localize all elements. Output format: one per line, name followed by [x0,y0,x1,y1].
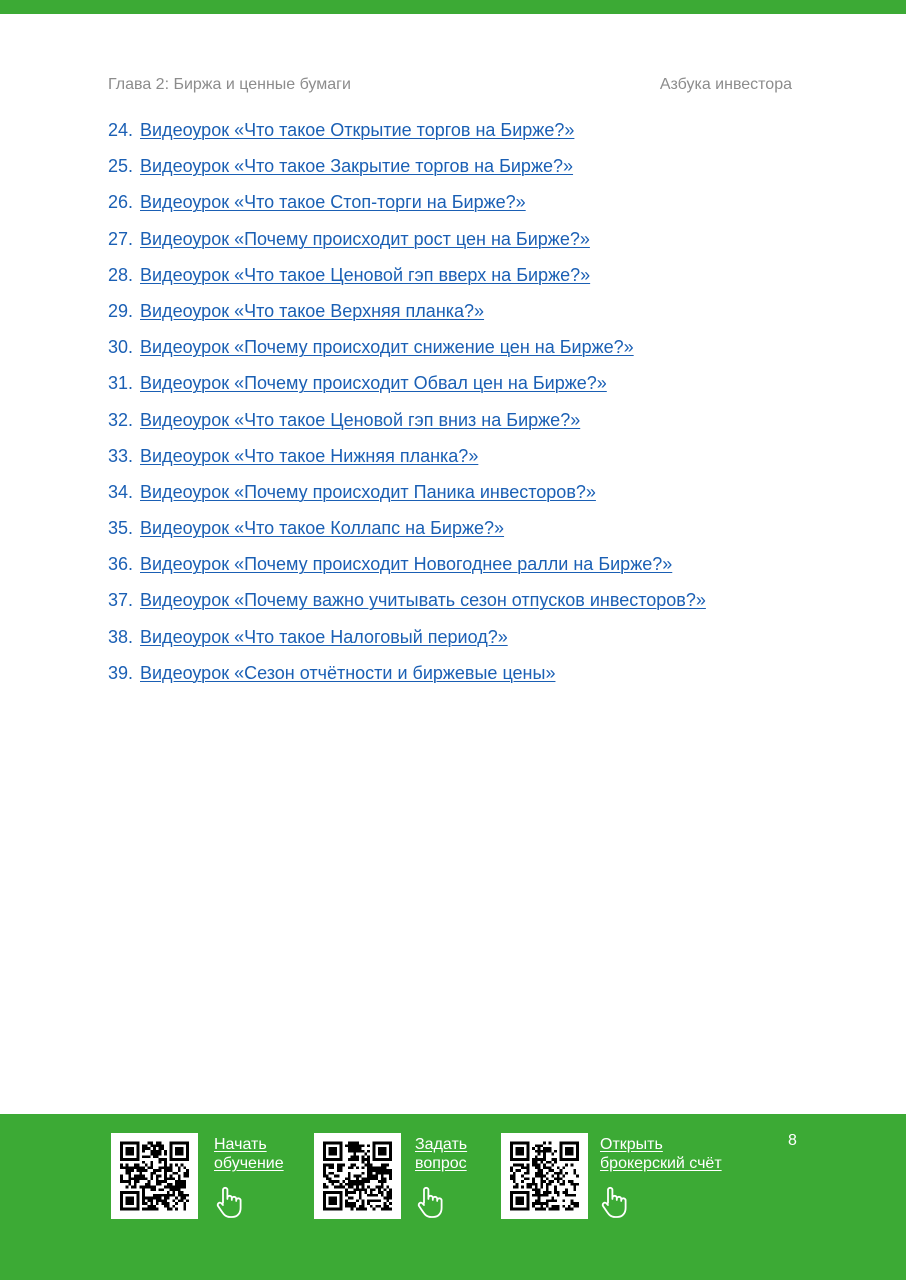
list-item-number: 25. [108,156,134,177]
video-lesson-list [108,117,706,696]
list-item [108,443,706,479]
ask-question-link[interactable]: Задать вопрос [415,1136,468,1172]
video-lesson-link[interactable]: Видеоурок «Что такое Ценовой гэп вниз на Бирже?» [140,409,581,430]
book-title: Азбука инвестора [659,76,792,93]
list-item-number: 38. [108,626,134,647]
list-item-number: 26. [108,192,134,213]
video-lesson-link[interactable]: Видеоурок «Сезон отчётности и биржевые цены» [140,662,556,683]
list-item-number: 32. [108,409,134,430]
list-item [108,153,706,189]
list-item [108,407,706,443]
hand-pointer-icon [416,1185,444,1219]
footer-bar [0,1114,906,1280]
video-lesson-link[interactable]: Видеоурок «Что такое Налоговый период?» [140,626,508,647]
video-lesson-link[interactable]: Видеоурок «Что такое Нижняя планка?» [140,445,479,466]
video-lesson-link[interactable]: Видеоурок «Почему происходит Обвал цен на Бирже?» [140,373,607,394]
qr-code-icon[interactable] [314,1133,401,1219]
list-item [108,515,706,551]
list-item [108,660,706,696]
list-item-number: 28. [108,264,134,285]
video-lesson-link[interactable]: Видеоурок «Почему происходит Новогоднее ралли на Бирже?» [140,554,673,575]
list-item-number: 33. [108,445,134,466]
list-item [108,587,706,623]
list-item [108,226,706,262]
video-lesson-link[interactable]: Видеоурок «Что такое Закрытие торгов на Бирже?» [140,156,574,177]
list-item [108,479,706,515]
list-item-number: 30. [108,337,134,358]
list-item [108,624,706,660]
list-item-number: 24. [108,120,134,140]
list-item-number: 35. [108,518,134,539]
list-item-number: 34. [108,481,134,502]
start-learning-link[interactable]: Начать обучение [214,1136,284,1172]
running-header [108,76,792,94]
top-accent-bar [0,0,906,14]
video-lesson-link[interactable]: Видеоурок «Что такое Коллапс на Бирже?» [140,518,505,539]
video-lesson-link[interactable]: Видеоурок «Что такое Ценовой гэп вверх на Бирже?» [140,264,591,285]
list-item [108,370,706,406]
list-item [108,551,706,587]
video-lesson-link[interactable]: Видеоурок «Что такое Верхняя планка?» [140,300,485,321]
video-lesson-link[interactable]: Видеоурок «Почему важно учитывать сезон отпусков инвесторов?» [140,590,706,611]
hand-pointer-icon [600,1185,628,1219]
list-item [108,334,706,370]
video-lesson-link[interactable]: Видеоурок «Почему происходит снижение цен на Бирже?» [140,337,634,358]
list-item-number: 39. [108,662,134,683]
qr-code-icon[interactable] [501,1133,588,1219]
open-brokerage-account-link[interactable]: Открыть брокерский счёт [600,1136,722,1172]
list-item-number: 29. [108,300,134,321]
video-lesson-link[interactable]: Видеоурок «Что такое Стоп-торги на Бирже?» [140,192,526,213]
list-item [108,298,706,334]
list-item-number: 27. [108,228,134,249]
qr-code-icon[interactable] [111,1133,198,1219]
list-item [108,262,706,298]
list-item-number: 31. [108,373,134,394]
video-lesson-link[interactable]: Видеоурок «Почему происходит Паника инвесторов?» [140,481,596,502]
hand-pointer-icon [215,1185,243,1219]
page-number: 8 [788,1132,797,1149]
video-lesson-link[interactable]: Видеоурок «Что такое Открытие торгов на Бирже?» [140,120,575,140]
list-item [108,189,706,225]
list-item-number: 36. [108,554,134,575]
chapter-title: Глава 2: Биржа и ценные бумаги [108,76,351,93]
list-item [108,117,706,153]
list-item-number: 37. [108,590,134,611]
video-lesson-link[interactable]: Видеоурок «Почему происходит рост цен на Бирже?» [140,228,590,249]
